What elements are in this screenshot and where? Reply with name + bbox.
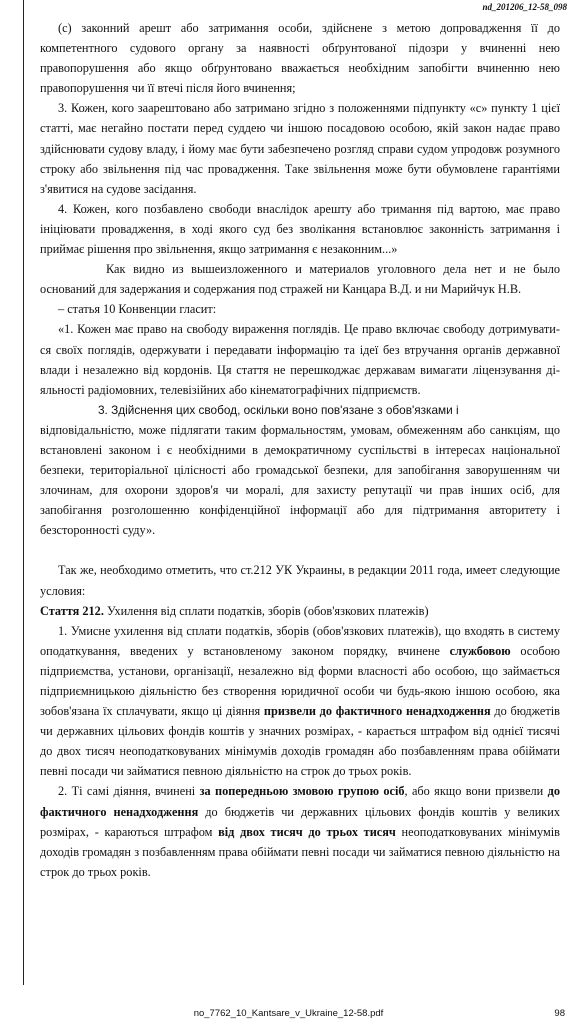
article-212-heading xyxy=(40,601,560,621)
footer-filename: no_7762_10_Kantsare_v_Ukraine_12-58.pdf xyxy=(193,1008,384,1019)
text-run: до бюджетів чи державних цільових фондів коштів у значних розмірах, - карається штрафом від однієї тисячі до двох тисяч неоподатковуваних мінімумів доходів громадян або позбавленням права обіймати певні посади чи займатися певною діяльністю на строк до трьох років. xyxy=(40,704,560,779)
page-body xyxy=(40,18,560,882)
bold-run: від двох тисяч до трьох тисяч xyxy=(218,824,396,839)
article-10-intro: – статья 10 Конвенции гласит: xyxy=(58,302,217,317)
paragraph-4: 4. Кожен, кого позбавлено свободи внаслідок арешту або тримання під вартою, має право ініціювати провадження, в ході якого суд без зволікання встановлює законність затримання і приймає рішення про звільнення, якщо затримання є незаконним...» xyxy=(40,201,560,257)
spacer xyxy=(40,540,560,560)
russian-212-note: Так же, необходимо отметить, что ст.212 УК Украины, в редакции 2011 года, имеет следующие условия: xyxy=(40,563,560,598)
russian-note: Как видно из вышеизложенного и материалов уголовного дела нет и не было оснований для задержания и содержания под стражей ни Канцара В.Д. и ни Марийчук Н.В. xyxy=(40,262,560,297)
article-212-part-1 xyxy=(40,621,560,782)
clause-c: (с) законний арешт або затримання особи, здійснене з метою допровадження її до компетентного судового органу за наявності обґрунтованої підозри у вчиненні нею правопорушення або якщо обґрунтовано вважається необхідним запобігти вчиненню нею правопорушення чи її втечі після його вчинення; xyxy=(40,21,560,96)
text-run: 2. Ті самі діяння, вчинені xyxy=(58,784,200,799)
page-number: 98 xyxy=(554,1008,565,1019)
article-10-quote-3-start: 3. Здійснення цих свобод, оскільки воно пов'язане з обов'язками і xyxy=(98,402,459,417)
text-run: , або якщо вони призвели xyxy=(404,784,548,799)
text-run: до бюджетів чи державних цільових фондів коштів у великих розмірах, - караються штрафом xyxy=(40,804,561,839)
bold-run: за попередньою змовою групою осіб xyxy=(199,784,405,799)
article-212-title: Ухилення від сплати податків, зборів (обов'язкових платежів) xyxy=(103,603,429,618)
paragraph-3: 3. Кожен, кого заарештовано або затримано згідно з положеннями підпункту «с» пункту 1 цієї статті, має негайно постати перед суддею чи іншою посадовою особою, якій закон надає право здійснювати судову владу, і йому має бути забезпечено розгляд справи судом упродовж розумного строку або звільнення під час провадження. Таке звільнення може бути обумовлене гарантіями з'явитися на судове засідання. xyxy=(40,101,560,196)
margin-line xyxy=(23,0,24,985)
bold-run: призвели до фактичного ненадходження xyxy=(263,704,491,719)
article-212-label: Стаття 212. xyxy=(40,603,104,618)
text-run: неоподатковуваних мінімумів доходів громадян з позбавленням права обіймати певні посади чи займатися певною діяльністю на строк до трьох років. xyxy=(40,824,560,879)
article-10-quote-1: «1. Кожен має право на свободу вираження поглядів. Це право включає свободу дотримувати-ся своїх поглядів, одержувати і передавати інформацію та ідеї без втручання органів державної влади і незалежно від кордонів. Ця стаття не перешкоджає державам вимагати ліцензування ді-яльності радіомовних, телевізійних або кінематографічних підприємств. xyxy=(40,322,560,397)
bold-run: службовою xyxy=(449,643,511,658)
document-id: nd_201206_12-58_098 xyxy=(482,2,567,12)
article-10-quote-3-rest: відповідальністю, може підлягати таким формальностям, умовам, обмеженням або санкціям, що встановлені законом і є необхідними в демократичному суспільстві в інтересах національної безпеки, територіальної цілісності або громадської безпеки, для запобігання заворушенням чи злочинам, для охорони здоров'я чи моралі, для захисту репутації чи прав інших осіб, для запобігання розголошенню конфіденційної інформації або для підтримання авторитету і безсторонності суду». xyxy=(40,422,560,538)
bold-run: до фактичного ненадходження xyxy=(40,784,560,819)
text-run: особою підприємства, установи, організації, незалежно від форми власності або особою, що займається підприємницькою діяльністю без створення юридичної особи чи будь-якою іншою особою, яка зобов'язана їх сплачувати, якщо ці діяння xyxy=(40,643,560,719)
article-212-part-2 xyxy=(40,781,560,881)
text-run: 1. Умисне ухилення від сплати податків, зборів (обов'язкових платежів), що входять в систему оподаткування, введених у встановленому законом порядку, вчинене xyxy=(40,623,560,658)
